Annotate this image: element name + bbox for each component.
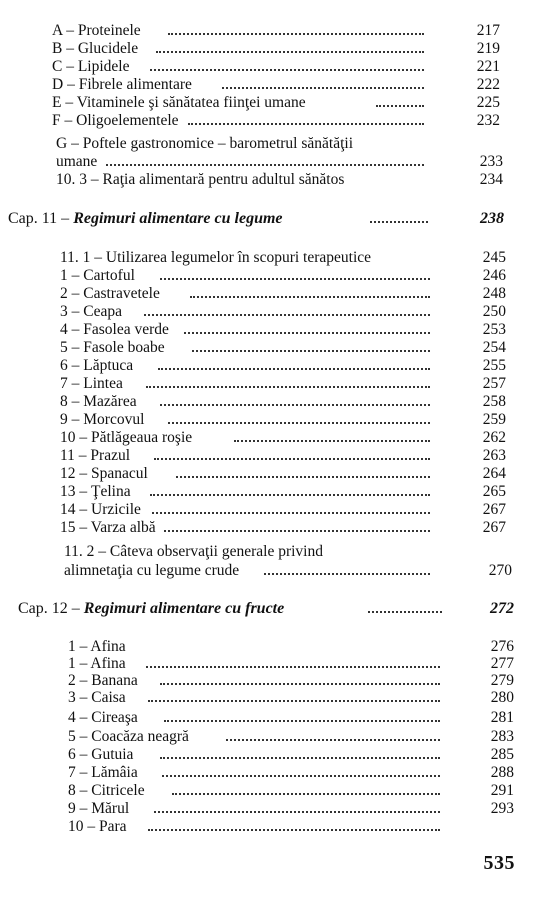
dot-leader: [146, 666, 440, 668]
toc-entry: [0, 728, 539, 746]
toc-entry-page: 262: [482, 429, 506, 446]
toc-entry-label: 7 – Lămâia: [68, 764, 138, 781]
dot-leader: [106, 164, 424, 166]
toc-entry: [0, 411, 539, 429]
dot-leader: [164, 720, 440, 722]
toc-entry-label: alimnetaţia cu legume crude: [64, 562, 240, 579]
dot-leader: [368, 611, 442, 613]
toc-entry-page: 248: [482, 285, 506, 302]
toc-entry: [0, 393, 539, 411]
dot-leader: [144, 314, 430, 316]
toc-entry-label: 7 – Lintea: [60, 375, 123, 392]
toc-entry-page: 267: [482, 501, 506, 518]
toc-entry: [0, 447, 539, 465]
dot-leader: [150, 494, 430, 496]
toc-entry-page: 281: [490, 709, 514, 726]
toc-entry: [0, 638, 539, 656]
toc-entry: [0, 267, 539, 285]
toc-entry-page: 221: [476, 58, 500, 75]
toc-entry: [0, 746, 539, 764]
toc-entry: [0, 672, 539, 690]
toc-entry-label: F – Oligoelementele: [52, 112, 179, 129]
toc-entry: [0, 171, 539, 189]
dot-leader: [168, 422, 430, 424]
toc-entry: [0, 94, 539, 112]
chapter-heading: [0, 600, 539, 618]
toc-entry-label: umane: [56, 153, 98, 170]
toc-entry: [0, 562, 539, 580]
dot-leader: [190, 296, 430, 298]
toc-entry-page: 263: [482, 447, 506, 464]
toc-entry-label: 1 – Afina: [68, 655, 126, 672]
toc-entry-page: 233: [479, 153, 503, 170]
dot-leader: [376, 105, 424, 107]
dot-leader: [150, 69, 424, 71]
toc-entry-label: B – Glucidele: [52, 40, 139, 57]
toc-entry-page: 276: [490, 638, 514, 655]
toc-entry-page: 257: [482, 375, 506, 392]
toc-entry-label: G – Poftele gastronomice – barometrul sănătăţii: [56, 135, 353, 152]
toc-entry-page: 270: [488, 562, 512, 579]
toc-entry-label: 3 – Caisa: [68, 689, 126, 706]
dot-leader: [164, 530, 430, 532]
toc-entry-page: 254: [482, 339, 506, 356]
toc-entry-label: 9 – Morcovul: [60, 411, 145, 428]
toc-entry-page: 234: [479, 171, 503, 188]
chapter-heading: [0, 210, 539, 228]
dot-leader: [162, 775, 440, 777]
toc-entry-page: 267: [482, 519, 506, 536]
dot-leader: [192, 350, 430, 352]
toc-entry-label: 11 – Prazul: [60, 447, 131, 464]
toc-entry: [0, 249, 539, 267]
toc-entry-label: A – Proteinele: [52, 22, 141, 39]
toc-entry-label: 9 – Mărul: [68, 800, 130, 817]
toc-entry-label: 15 – Varza albă: [60, 519, 156, 536]
toc-entry: [0, 303, 539, 321]
toc-entry: [0, 483, 539, 501]
toc-entry-page: 277: [490, 655, 514, 672]
toc-entry: [0, 375, 539, 393]
toc-entry-label: 5 – Coacăza neagră: [68, 728, 189, 745]
dot-leader: [226, 739, 440, 741]
toc-entry-label: 10 – Pătlăgeaua roşie: [60, 429, 193, 446]
toc-entry-page: 250: [482, 303, 506, 320]
toc-entry-label: 10. 3 – Raţia alimentară pentru adultul sănătos: [56, 171, 345, 188]
toc-entry-page: 265: [482, 483, 506, 500]
toc-entry-label: 2 – Castravetele: [60, 285, 160, 302]
chapter-page: 238: [480, 210, 504, 227]
toc-entry: [0, 655, 539, 673]
toc-entry: [0, 519, 539, 537]
toc-entry: [0, 357, 539, 375]
dot-leader: [160, 683, 440, 685]
dot-leader: [146, 386, 430, 388]
toc-entry: [0, 689, 539, 707]
toc-entry: [0, 764, 539, 782]
toc-entry-page: 288: [490, 764, 514, 781]
toc-entry-label: E – Vitaminele şi sănătatea fiinţei umane: [52, 94, 306, 111]
toc-entry-page: 283: [490, 728, 514, 745]
toc-entry-page: 280: [490, 689, 514, 706]
toc-entry-page: 219: [476, 40, 500, 57]
toc-entry: [0, 818, 539, 836]
dot-leader: [154, 811, 440, 813]
toc-entry-label: 2 – Banana: [68, 672, 138, 689]
toc-entry-label: 3 – Ceapa: [60, 303, 122, 320]
toc-entry: [0, 709, 539, 727]
dot-leader: [154, 458, 430, 460]
toc-entry-page: 285: [490, 746, 514, 763]
dot-leader: [148, 829, 440, 831]
toc-entry: [0, 800, 539, 818]
toc-entry: [0, 782, 539, 800]
toc-entry-label: 4 – Fasolea verde: [60, 321, 169, 338]
dot-leader: [156, 51, 424, 53]
chapter-title: Regimuri alimentare cu legume: [73, 210, 283, 227]
toc-entry: [0, 22, 539, 40]
toc-entry: [0, 153, 539, 171]
toc-entry: [0, 501, 539, 519]
toc-entry-page: 293: [490, 800, 514, 817]
toc-entry-label: 1 – Afina: [68, 638, 126, 655]
dot-leader: [168, 33, 424, 35]
dot-leader: [234, 440, 430, 442]
toc-entry: [0, 429, 539, 447]
toc-entry-page: 258: [482, 393, 506, 410]
toc-entry-label: 11. 1 – Utilizarea legumelor în scopuri terapeutice: [60, 249, 372, 266]
chapter-page: 272: [490, 600, 514, 617]
toc-entry: [0, 76, 539, 94]
page-number: 535: [483, 852, 515, 874]
dot-leader: [184, 332, 430, 334]
dot-leader: [264, 573, 430, 575]
toc-entry: [0, 465, 539, 483]
toc-entry-page: 253: [482, 321, 506, 338]
toc-entry-page: 217: [476, 22, 500, 39]
dot-leader: [148, 700, 440, 702]
toc-entry-label: 8 – Mazărea: [60, 393, 137, 410]
toc-entry-page: 245: [482, 249, 506, 266]
toc-entry-label: 11. 2 – Câteva observaţii generale privind: [64, 543, 323, 560]
dot-leader: [188, 123, 424, 125]
dot-leader: [222, 87, 424, 89]
toc-entry-label: 6 – Lăptuca: [60, 357, 134, 374]
toc-entry-label: 13 – Ţelina: [60, 483, 131, 500]
toc-entry: [0, 339, 539, 357]
chapter-prefix: Cap. 11 –: [8, 210, 74, 227]
toc-entry-label: 5 – Fasole boabe: [60, 339, 165, 356]
dot-leader: [160, 404, 430, 406]
toc-entry-page: 225: [476, 94, 500, 111]
toc-entry-label: 6 – Gutuia: [68, 746, 134, 763]
chapter-title: Regimuri alimentare cu fructe: [83, 600, 285, 617]
toc-entry-page: 232: [476, 112, 500, 129]
toc-entry-page: 291: [490, 782, 514, 799]
toc-entry-label: 1 – Cartoful: [60, 267, 135, 284]
toc-entry-label: 4 – Cireaşa: [68, 709, 138, 726]
dot-leader: [160, 757, 440, 759]
toc-entry-page: 222: [476, 76, 500, 93]
dot-leader: [370, 221, 428, 223]
dot-leader: [152, 512, 430, 514]
dot-leader: [158, 368, 430, 370]
toc-entry-page: 279: [490, 672, 514, 689]
toc-entry-label: C – Lipidele: [52, 58, 130, 75]
toc-entry-label: D – Fibrele alimentare: [52, 76, 192, 93]
toc-entry: [0, 58, 539, 76]
toc-entry-page: 255: [482, 357, 506, 374]
toc-entry: [0, 40, 539, 58]
dot-leader: [176, 476, 430, 478]
chapter-prefix: Cap. 12 –: [18, 600, 84, 617]
toc-entry-page: 264: [482, 465, 506, 482]
toc-entry-page: 246: [482, 267, 506, 284]
toc-entry-label: 8 – Citricele: [68, 782, 145, 799]
toc-entry-label: 14 – Urzicile: [60, 501, 141, 518]
toc-entry: [0, 321, 539, 339]
toc-entry-page: 259: [482, 411, 506, 428]
dot-leader: [160, 278, 430, 280]
toc-entry-label: 10 – Para: [68, 818, 127, 835]
toc-entry-label: 12 – Spanacul: [60, 465, 148, 482]
toc-entry: [0, 112, 539, 130]
dot-leader: [172, 793, 440, 795]
toc-entry: [0, 285, 539, 303]
